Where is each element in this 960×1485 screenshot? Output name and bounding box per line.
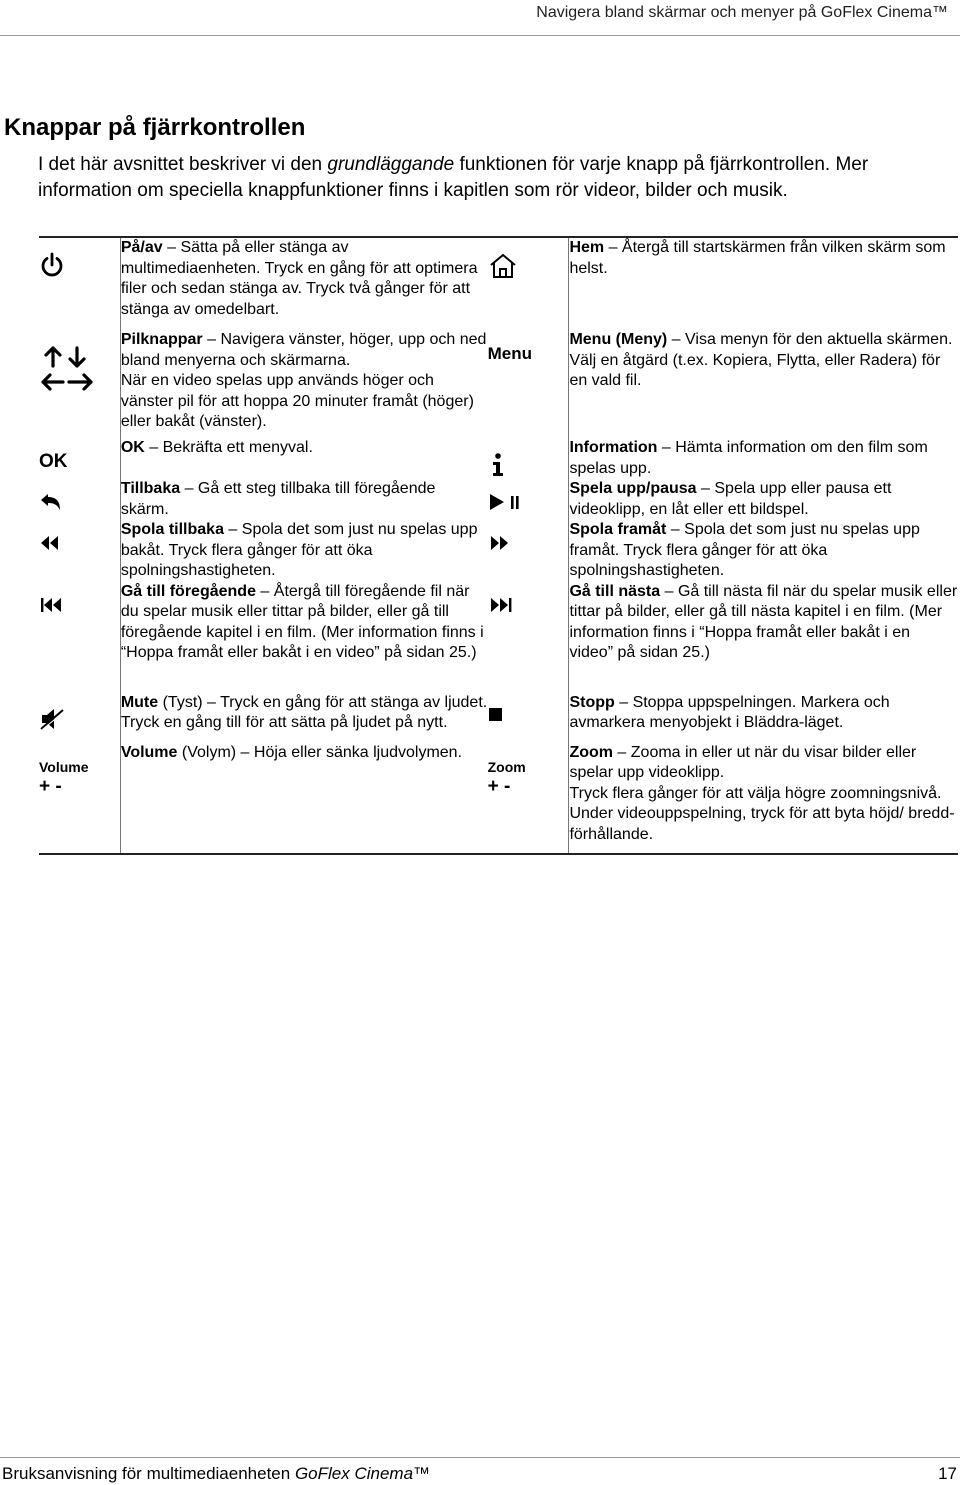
zoom-desc-3: Under videouppspelning, tryck för att byta höjd/ bredd-förhållande.	[569, 805, 955, 843]
forward-description	[569, 520, 958, 582]
separator: –	[612, 743, 631, 761]
power-icon	[39, 238, 120, 278]
intro-text-start: I det här avsnittet beskriver vi den	[38, 154, 328, 175]
stop-desc: Stoppa uppspelningen. Markera och avmarkera menyobjekt i Bläddra-läget.	[569, 693, 890, 731]
power-desc: Sätta på eller stänga av multimediaenheten. Tryck en gång för att optimera filer och sedan stänga av. Tryck två gånger för att stänga av omedelbart.	[120, 239, 478, 318]
home-icon	[488, 238, 569, 280]
back-term: Tillbaka	[120, 480, 181, 497]
separator: –	[202, 331, 221, 348]
skip-next-icon	[488, 582, 569, 614]
playpause-desc: Spela upp eller pausa ett videoklipp, en låt eller ett bildspel.	[569, 480, 892, 518]
forward-desc: Spola det som just nu spelas upp framåt. Tryck flera gånger för att öka spolningshastigheten.	[569, 521, 920, 579]
separator: –	[657, 439, 676, 456]
zoom-desc: Zooma in eller ut när du visar bilder eller spelar upp videoklipp.	[569, 743, 917, 781]
key-icon-cell	[488, 479, 569, 520]
key-icon-cell	[488, 743, 569, 854]
intro-paragraph	[38, 152, 953, 204]
separator: –	[162, 239, 181, 256]
forward-term: Spola framåt	[569, 521, 667, 538]
key-icon-cell	[488, 237, 569, 330]
separator: –	[667, 331, 686, 348]
rewind-desc: Spola det som just nu spelas upp bakåt. Tryck flera gånger för att öka spolningshastigheten.	[120, 521, 478, 579]
key-icon-cell	[39, 330, 120, 438]
volume-term: Volume	[120, 743, 178, 761]
prev-description	[120, 582, 487, 693]
volume-term-translation: (Volym)	[177, 743, 237, 761]
table-row	[39, 582, 958, 693]
volume-key-label: Volume	[39, 758, 89, 775]
key-icon-cell	[39, 237, 120, 330]
separator: –	[660, 582, 678, 600]
mute-term-translation: (Tyst)	[158, 693, 203, 711]
home-term: Hem	[569, 239, 605, 256]
arrows-desc: Navigera vänster, höger, upp och ned bland menyerna och skärmarna.	[120, 331, 487, 369]
ok-term: OK	[120, 439, 145, 456]
stop-description	[569, 693, 958, 743]
volume-desc: Höja eller sänka ljudvolymen.	[253, 743, 463, 761]
key-icon-cell	[488, 438, 569, 479]
page-title: Knappar på fjärrkontrollen	[4, 114, 306, 141]
footer-divider	[0, 1457, 960, 1458]
key-icon-cell	[39, 438, 120, 479]
volume-plus-minus: + -	[39, 776, 62, 797]
table-row	[39, 237, 958, 330]
rewind-term: Spola tillbaka	[120, 521, 224, 538]
menu-key-label: Menu	[487, 344, 532, 363]
skip-previous-icon	[39, 582, 120, 614]
rewind-description	[120, 520, 487, 582]
separator: –	[666, 521, 685, 538]
menu-description	[569, 330, 958, 438]
zoom-description	[569, 743, 958, 854]
menu-desc-2: Välj en åtgärd (t.ex. Kopiera, Flytta, eller Radera) för en vald fil.	[569, 351, 941, 389]
separator: –	[223, 521, 242, 538]
page-number: 17	[938, 1464, 957, 1483]
mute-description	[120, 693, 487, 743]
zoom-key-label: Zoom	[487, 758, 526, 775]
power-term: På/av	[120, 239, 163, 256]
key-icon-cell	[488, 520, 569, 582]
zoom-desc-2: Tryck flera gånger för att välja högre zoomningsnivå.	[569, 784, 942, 802]
menu-term: Menu (Meny)	[569, 331, 668, 348]
running-header: Navigera bland skärmar och menyer på GoFlex Cinema™	[536, 4, 948, 21]
stop-term: Stopp	[569, 693, 615, 711]
next-desc: Gå till nästa fil när du spelar musik eller tittar på bilder, eller gå till nästa kapitel i en film. (Mer information finns i “Hoppa framåt eller bakåt i en video” på sidan 25.)	[569, 582, 958, 661]
info-description	[569, 438, 958, 479]
ok-desc: Bekräfta ett menyval.	[162, 439, 313, 456]
home-description	[569, 237, 958, 330]
prev-desc: Återgå till föregående fil när du spelar musik eller tittar på bilder, eller gå till föregående kapitel i en film. (Mer information finns i “Hoppa framåt eller bakåt i en video” på sidan 25.)	[120, 582, 484, 661]
info-icon	[488, 438, 569, 478]
back-desc: Gå ett steg tillbaka till föregående skärm.	[120, 480, 436, 518]
key-icon-cell	[39, 693, 120, 743]
arrows-term: Pilknappar	[120, 331, 203, 348]
ok-key-label: OK	[39, 451, 68, 472]
mute-desc: Tryck en gång för att stänga av ljudet. Tryck en gång till för att sätta på ljudet på nytt.	[120, 693, 488, 731]
table-row	[39, 520, 958, 582]
mute-icon	[39, 693, 120, 731]
separator: –	[236, 743, 254, 761]
separator: –	[696, 480, 715, 497]
table-row	[39, 743, 958, 854]
ok-description	[120, 438, 487, 479]
playpause-term: Spela upp/pausa	[569, 480, 697, 497]
footer-manual-title	[2, 1464, 430, 1484]
separator: –	[144, 439, 163, 456]
intro-emphasis: grundläggande	[327, 154, 455, 175]
header-divider	[0, 35, 960, 36]
key-icon-cell	[488, 693, 569, 743]
intro-text-end: funktionen för varje knapp på fjärrkontrollen. Mer information om speciella knappfunktioner finns i kapitlen som rör videor, bilder och musik.	[38, 154, 869, 201]
footer-text: Bruksanvisning för multimediaenheten	[2, 1464, 295, 1483]
back-icon	[39, 479, 120, 513]
fast-forward-icon	[488, 520, 569, 552]
separator: –	[255, 582, 274, 600]
zoom-plus-minus: + -	[487, 776, 511, 797]
volume-description	[120, 743, 487, 854]
playpause-description	[569, 479, 958, 520]
separator: –	[202, 693, 221, 711]
power-description	[120, 237, 487, 330]
mute-term: Mute	[120, 693, 159, 711]
key-icon-cell	[39, 479, 120, 520]
rewind-icon	[39, 520, 120, 552]
key-icon-cell	[39, 743, 120, 854]
key-icon-cell	[488, 582, 569, 693]
menu-desc: Visa menyn för den aktuella skärmen.	[685, 331, 953, 348]
home-desc: Återgå till startskärmen från vilken skärm som helst.	[569, 239, 946, 277]
next-term: Gå till nästa	[569, 582, 661, 600]
info-term: Information	[569, 439, 658, 456]
arrows-description	[120, 330, 487, 438]
info-desc: Hämta information om den film som spelas upp.	[569, 439, 928, 477]
table-row	[39, 438, 958, 479]
footer-product-name: GoFlex Cinema™	[294, 1464, 431, 1483]
prev-term: Gå till föregående	[120, 582, 256, 600]
table-row	[39, 330, 958, 438]
zoom-term: Zoom	[569, 743, 613, 761]
stop-icon	[488, 693, 569, 723]
remote-keys-table	[39, 236, 958, 855]
arrows-desc-2: När en video spelas upp används höger och vänster pil för att hoppa 20 minuter framåt (höger) eller bakåt (vänster).	[120, 372, 474, 430]
table-row	[39, 479, 958, 520]
arrow-keys-icon	[39, 330, 120, 396]
key-icon-cell	[39, 582, 120, 693]
key-icon-cell	[39, 520, 120, 582]
separator: –	[614, 693, 633, 711]
next-description	[569, 582, 958, 693]
separator: –	[180, 480, 198, 497]
back-description	[120, 479, 487, 520]
separator: –	[604, 239, 622, 256]
play-pause-icon	[488, 479, 569, 511]
key-icon-cell	[488, 330, 569, 438]
table-row	[39, 693, 958, 743]
